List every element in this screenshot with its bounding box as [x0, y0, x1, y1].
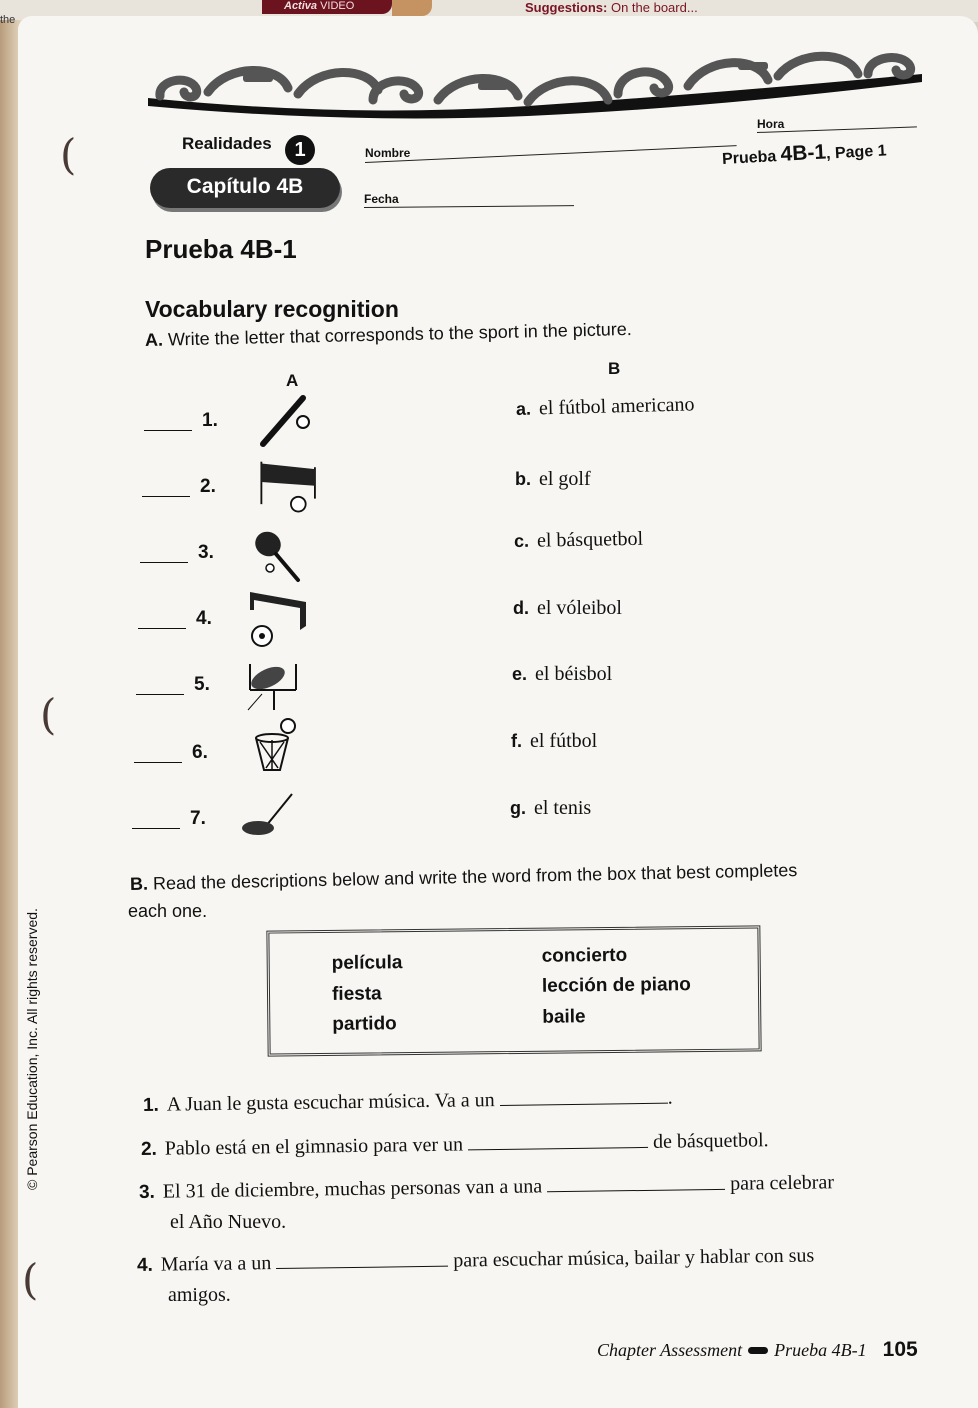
tennis-racket-icon	[250, 528, 320, 588]
section-a-instruction: A. Write the letter that corresponds to the sport in the picture.	[144, 318, 633, 350]
binder-ring-mark: (	[60, 130, 77, 179]
answer-blank[interactable]	[142, 496, 190, 497]
page-number: 105	[882, 1338, 918, 1361]
baseball-bat-icon	[255, 392, 325, 452]
hora-label: Hora	[757, 117, 785, 131]
column-b-header: B	[608, 359, 621, 378]
option-c: c. el básquetbol	[513, 527, 644, 552]
question-row-4: 4.	[130, 590, 750, 650]
golf-club-icon	[238, 790, 308, 850]
answer-blank[interactable]	[500, 1087, 668, 1106]
option-e: e. el béisbol	[512, 663, 613, 685]
suggestions-text: Suggestions: On the board...	[525, 0, 698, 15]
question-row-5: 5.	[130, 656, 750, 716]
football-goalpost-icon	[244, 660, 314, 720]
scroll-ornament-banner	[148, 44, 922, 126]
sentence-1: 1. A Juan le gusta escuchar música. Va a un .	[142, 1086, 673, 1116]
sentence-3-cont: el Año Nuevo.	[170, 1211, 287, 1233]
section-b-instruction-cont: each one.	[128, 901, 208, 921]
binder-ring-mark: (	[22, 1255, 39, 1304]
section-a-heading: Vocabulary recognition	[145, 296, 399, 322]
question-row-1: 1.	[130, 392, 750, 452]
word-item: lección de piano	[541, 974, 691, 997]
fecha-label: Fecha	[364, 192, 399, 206]
option-a: a. el fútbol americano	[515, 393, 695, 420]
volleyball-net-icon	[255, 458, 325, 518]
option-b: b. el golf	[515, 468, 591, 490]
binder-ring-mark: (	[40, 690, 57, 739]
word-item: baile	[542, 1006, 586, 1028]
page-title: Prueba 4B-1	[145, 234, 297, 264]
column-a-header: A	[286, 371, 299, 390]
orange-tab	[392, 0, 432, 16]
section-b-instruction: B. Read the descriptions below and write the word from the box that best completes	[129, 860, 798, 894]
answer-blank[interactable]	[547, 1173, 725, 1192]
edge-text: the	[0, 14, 16, 26]
answer-blank[interactable]	[132, 828, 180, 829]
soccer-goal-icon	[246, 590, 316, 650]
copyright-notice: © Pearson Education, Inc. All rights reserved.	[24, 908, 40, 1190]
answer-blank[interactable]	[140, 562, 188, 563]
option-f: f. el fútbol	[511, 730, 598, 752]
question-row-7: 7.	[130, 790, 750, 850]
answer-blank[interactable]	[134, 762, 182, 763]
word-item: concierto	[541, 944, 628, 967]
level-badge: 1	[285, 135, 315, 165]
option-d: d. el vóleibol	[513, 597, 622, 619]
answer-blank[interactable]	[138, 628, 186, 629]
chapter-badge: Capítulo 4B	[150, 168, 340, 208]
word-item: película	[331, 952, 403, 974]
page-footer: Chapter Assessment Prueba 4B-1 105	[597, 1338, 918, 1361]
basketball-hoop-icon	[250, 718, 320, 778]
sentence-4: 4. María va a un para escuchar música, bailar y hablar con sus	[136, 1244, 815, 1276]
sentence-3: 3. El 31 de diciembre, muchas personas van a una para celebrar	[138, 1171, 835, 1203]
series-label: Realidades	[182, 134, 272, 153]
word-bank-box	[266, 925, 761, 1056]
answer-blank[interactable]	[144, 430, 192, 431]
answer-blank[interactable]	[276, 1250, 448, 1269]
word-item: fiesta	[331, 983, 382, 1005]
option-g: g. el tenis	[510, 797, 592, 819]
footer-divider	[748, 1347, 768, 1354]
word-item: partido	[332, 1013, 397, 1035]
sentence-4-cont: amigos.	[168, 1284, 231, 1306]
page-label: Prueba 4B-1, Page 1	[721, 140, 888, 168]
answer-blank[interactable]	[468, 1131, 648, 1151]
nombre-label: Nombre	[365, 146, 411, 160]
question-row-2: 2.	[130, 458, 750, 518]
question-row-3: 3.	[130, 524, 750, 584]
activa-video-tab: Activa VIDEO	[262, 0, 392, 14]
question-row-6: 6.	[130, 722, 750, 782]
sentence-2: 2. Pablo está en el gimnasio para ver un de básquetbol.	[140, 1129, 769, 1160]
answer-blank[interactable]	[136, 694, 184, 695]
